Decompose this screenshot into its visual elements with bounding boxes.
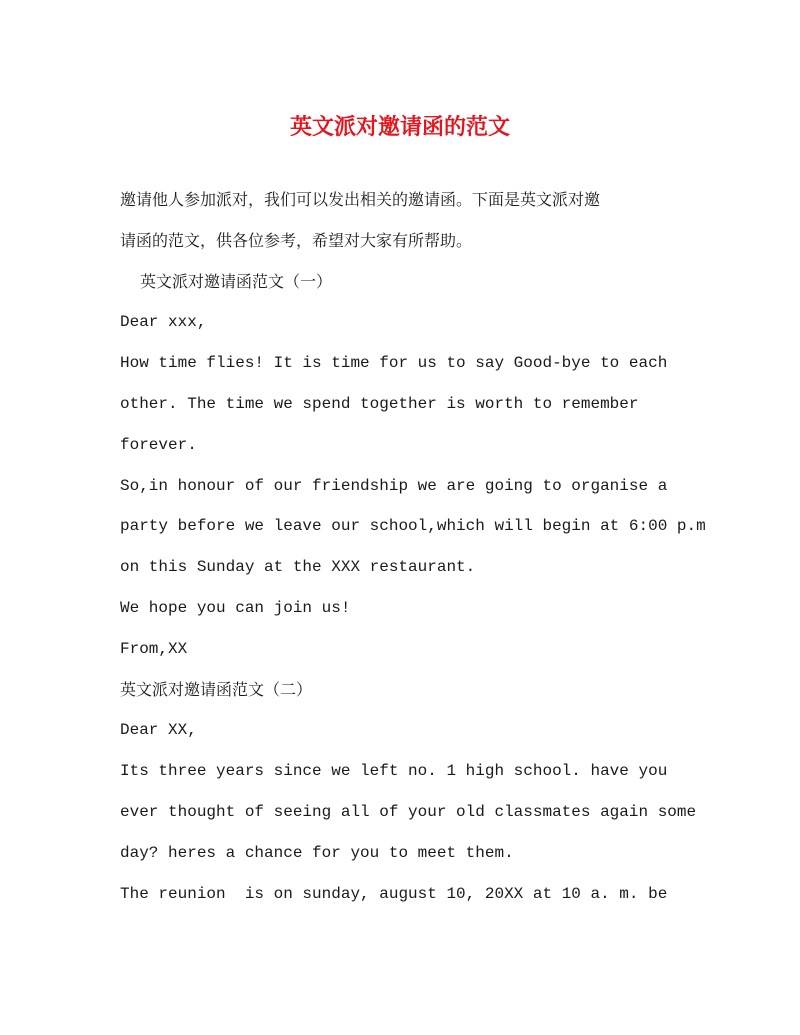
section-heading-1: 英文派对邀请函范文（一） — [140, 271, 333, 291]
letter1-line: So,in honour of our friendship we are going to organise a — [120, 476, 668, 495]
letter1-line: on this Sunday at the XXX restaurant. — [120, 558, 476, 577]
letter2-line: The reunion is on sunday, august 10, 20XX at 10 a. m. be — [120, 884, 668, 903]
letter1-line: We hope you can join us! — [120, 598, 351, 617]
intro-line-1: 邀请他人参加派对，我们可以发出相关的邀请函。下面是英文派对邀 — [120, 190, 601, 209]
letter2-line: Its three years since we left no. 1 high school. have you — [120, 762, 668, 781]
letter1-line: forever. — [120, 435, 197, 454]
letter1-salutation: Dear xxx, — [120, 313, 207, 332]
document-body — [120, 180, 720, 914]
letter1-line: other. The time we spend together is worth to remember — [120, 394, 639, 413]
document-title: 英文派对邀请函的范文 — [289, 114, 510, 140]
letter2-line: ever thought of seeing all of your old classmates again some — [120, 802, 697, 821]
letter1-line: How time flies! It is time for us to say Good-bye to each — [120, 354, 668, 373]
section-heading-2: 英文派对邀请函范文（二） — [120, 679, 313, 699]
letter1-signature: From,XX — [120, 639, 188, 658]
letter1-line: party before we leave our school,which will begin at 6:00 p.m — [120, 517, 706, 536]
letter2-salutation: Dear XX, — [120, 721, 197, 740]
intro-line-2: 请函的范文，供各位参考，希望对大家有所帮助。 — [120, 230, 473, 250]
letter2-line: day? heres a chance for you to meet them. — [120, 843, 514, 862]
